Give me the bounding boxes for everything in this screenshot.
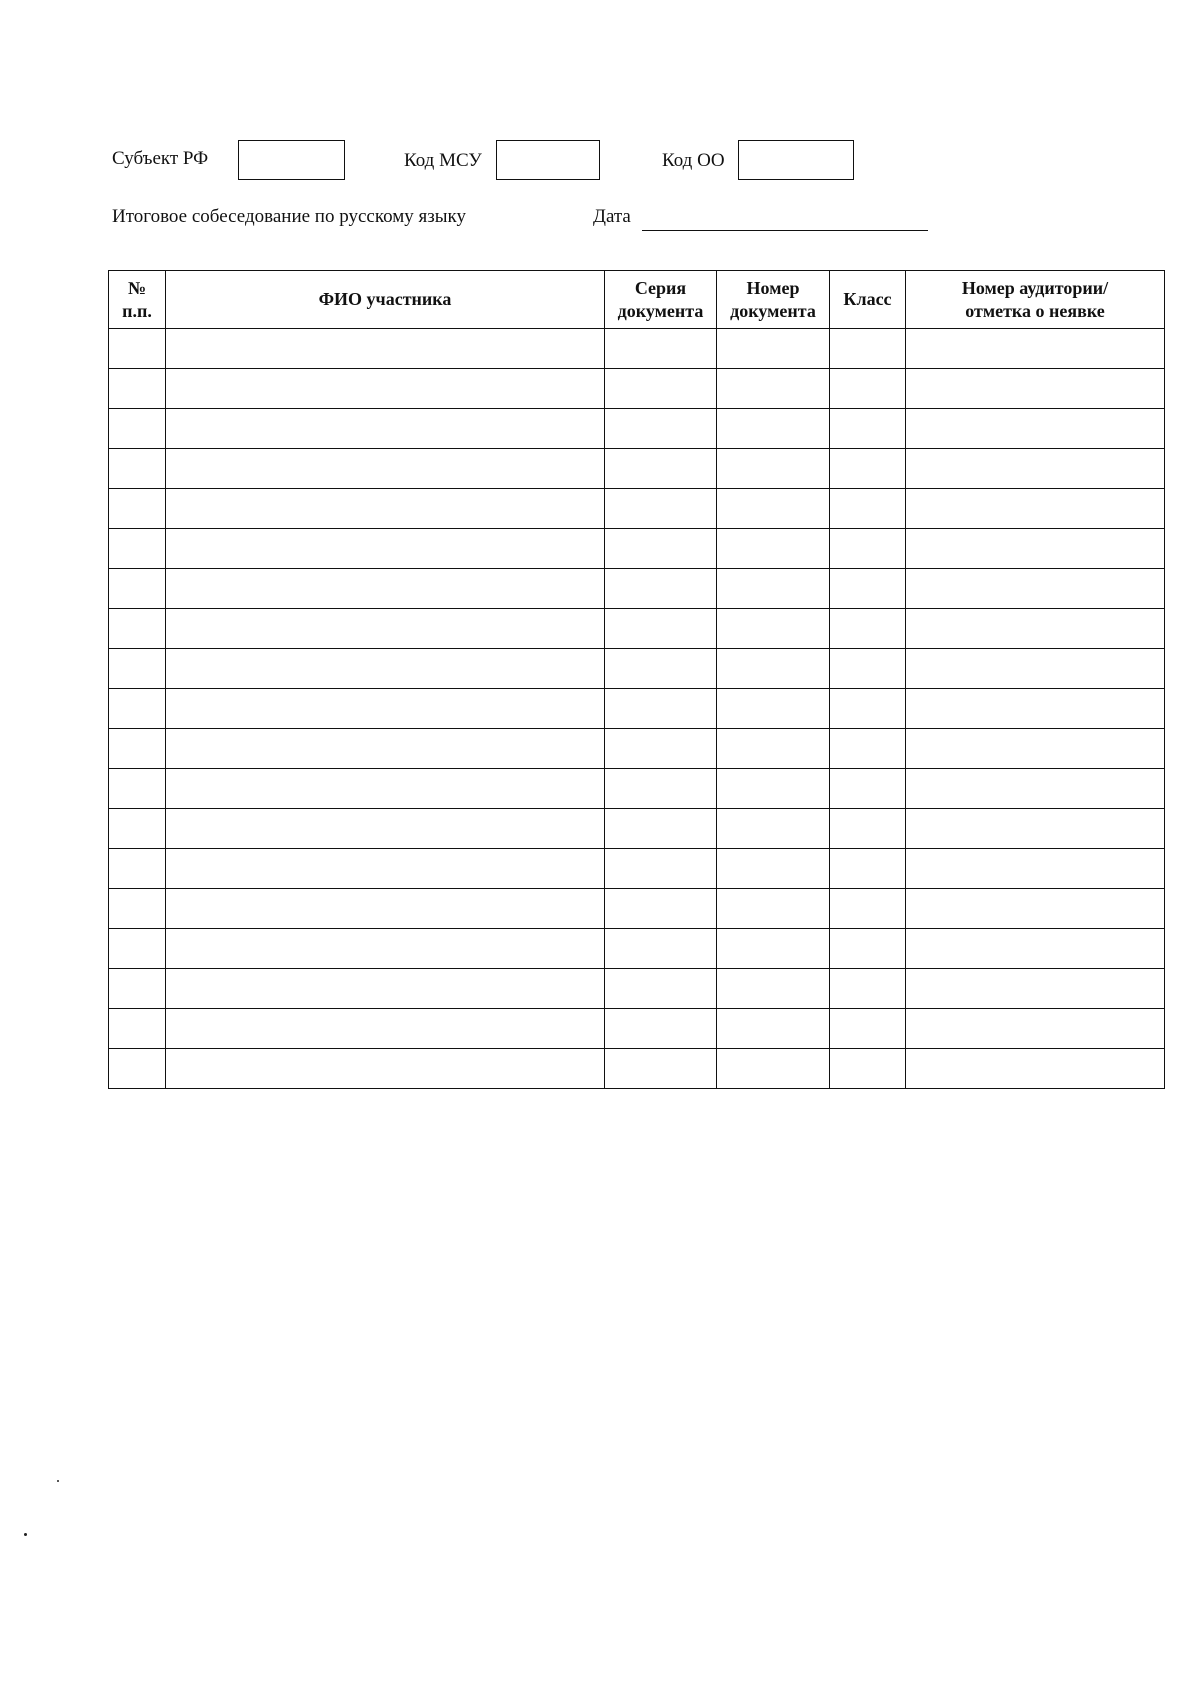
subject-code-box[interactable] (238, 140, 345, 180)
table-row (109, 769, 1165, 809)
table-row (109, 329, 1165, 369)
msu-code-label: Код МСУ (404, 150, 482, 171)
date-field-line[interactable] (642, 230, 928, 231)
cell-room-absence[interactable] (906, 689, 1165, 729)
cell-number[interactable] (109, 769, 166, 809)
cell-document-series[interactable] (605, 409, 717, 449)
cell-class[interactable] (830, 729, 906, 769)
cell-class[interactable] (830, 849, 906, 889)
cell-class[interactable] (830, 569, 906, 609)
cell-class[interactable] (830, 1009, 906, 1049)
cell-document-series[interactable] (605, 1049, 717, 1089)
cell-document-number[interactable] (717, 889, 830, 929)
cell-full-name[interactable] (166, 569, 605, 609)
cell-class[interactable] (830, 969, 906, 1009)
cell-document-number[interactable] (717, 609, 830, 649)
cell-room-absence[interactable] (906, 449, 1165, 489)
cell-document-number[interactable] (717, 489, 830, 529)
cell-room-absence[interactable] (906, 1049, 1165, 1089)
table-row (109, 809, 1165, 849)
table-row (109, 689, 1165, 729)
cell-full-name[interactable] (166, 529, 605, 569)
cell-document-number[interactable] (717, 849, 830, 889)
cell-document-number[interactable] (717, 689, 830, 729)
cell-document-series[interactable] (605, 849, 717, 889)
msu-code-box[interactable] (496, 140, 600, 180)
table-row (109, 1009, 1165, 1049)
cell-full-name[interactable] (166, 729, 605, 769)
cell-room-absence[interactable] (906, 489, 1165, 529)
cell-room-absence[interactable] (906, 569, 1165, 609)
table-row (109, 729, 1165, 769)
cell-class[interactable] (830, 449, 906, 489)
cell-number[interactable] (109, 569, 166, 609)
cell-document-number[interactable] (717, 929, 830, 969)
cell-class[interactable] (830, 769, 906, 809)
table-row (109, 849, 1165, 889)
column-header-document-series: Серия документа (605, 271, 717, 329)
cell-full-name[interactable] (166, 369, 605, 409)
cell-full-name[interactable] (166, 649, 605, 689)
cell-room-absence[interactable] (906, 329, 1165, 369)
cell-document-number[interactable] (717, 369, 830, 409)
table-row (109, 1049, 1165, 1089)
cell-class[interactable] (830, 889, 906, 929)
cell-room-absence[interactable] (906, 769, 1165, 809)
cell-full-name[interactable] (166, 689, 605, 729)
cell-full-name[interactable] (166, 409, 605, 449)
cell-document-number[interactable] (717, 969, 830, 1009)
cell-room-absence[interactable] (906, 729, 1165, 769)
table-body (109, 329, 1165, 1089)
scan-speck (57, 1480, 59, 1482)
table-row (109, 369, 1165, 409)
cell-document-series[interactable] (605, 1009, 717, 1049)
cell-class[interactable] (830, 689, 906, 729)
cell-number[interactable] (109, 609, 166, 649)
cell-number[interactable] (109, 649, 166, 689)
cell-document-series[interactable] (605, 529, 717, 569)
cell-class[interactable] (830, 329, 906, 369)
cell-number[interactable] (109, 409, 166, 449)
cell-room-absence[interactable] (906, 929, 1165, 969)
cell-room-absence[interactable] (906, 809, 1165, 849)
cell-number[interactable] (109, 369, 166, 409)
date-label: Дата (593, 206, 631, 227)
cell-full-name[interactable] (166, 1009, 605, 1049)
cell-full-name[interactable] (166, 929, 605, 969)
cell-document-number[interactable] (717, 1009, 830, 1049)
cell-document-number[interactable] (717, 649, 830, 689)
table-row (109, 889, 1165, 929)
cell-full-name[interactable] (166, 329, 605, 369)
cell-document-number[interactable] (717, 569, 830, 609)
cell-document-series[interactable] (605, 969, 717, 1009)
table-header-row (109, 271, 1165, 329)
column-header-room-absence: Номер аудитории/ отметка о неявке (906, 271, 1165, 329)
cell-document-series[interactable] (605, 369, 717, 409)
cell-full-name[interactable] (166, 809, 605, 849)
cell-class[interactable] (830, 649, 906, 689)
cell-document-series[interactable] (605, 449, 717, 489)
cell-number[interactable] (109, 889, 166, 929)
cell-room-absence[interactable] (906, 409, 1165, 449)
cell-document-series[interactable] (605, 689, 717, 729)
cell-number[interactable] (109, 849, 166, 889)
cell-class[interactable] (830, 929, 906, 969)
cell-class[interactable] (830, 489, 906, 529)
column-header-number: № п.п. (109, 271, 166, 329)
cell-room-absence[interactable] (906, 1009, 1165, 1049)
oo-code-label: Код ОО (662, 150, 725, 171)
cell-class[interactable] (830, 1049, 906, 1089)
cell-number[interactable] (109, 329, 166, 369)
table-row (109, 529, 1165, 569)
cell-room-absence[interactable] (906, 849, 1165, 889)
cell-document-series[interactable] (605, 929, 717, 969)
cell-document-number[interactable] (717, 529, 830, 569)
cell-document-number[interactable] (717, 729, 830, 769)
table-row (109, 969, 1165, 1009)
cell-number[interactable] (109, 929, 166, 969)
cell-class[interactable] (830, 529, 906, 569)
cell-room-absence[interactable] (906, 649, 1165, 689)
cell-document-series[interactable] (605, 649, 717, 689)
table-row (109, 409, 1165, 449)
table-row (109, 569, 1165, 609)
cell-number[interactable] (109, 809, 166, 849)
exam-title: Итоговое собеседование по русскому языку (112, 206, 466, 227)
cell-document-number[interactable] (717, 409, 830, 449)
cell-number[interactable] (109, 729, 166, 769)
cell-room-absence[interactable] (906, 529, 1165, 569)
cell-document-series[interactable] (605, 769, 717, 809)
cell-document-number[interactable] (717, 1049, 830, 1089)
cell-full-name[interactable] (166, 849, 605, 889)
cell-document-number[interactable] (717, 769, 830, 809)
cell-room-absence[interactable] (906, 369, 1165, 409)
cell-full-name[interactable] (166, 889, 605, 929)
cell-document-series[interactable] (605, 809, 717, 849)
column-header-document-number: Номер документа (717, 271, 830, 329)
cell-document-series[interactable] (605, 609, 717, 649)
column-header-class: Класс (830, 271, 906, 329)
cell-room-absence[interactable] (906, 889, 1165, 929)
column-header-full-name: ФИО участника (166, 271, 605, 329)
cell-full-name[interactable] (166, 449, 605, 489)
table-row (109, 609, 1165, 649)
cell-number[interactable] (109, 489, 166, 529)
cell-number[interactable] (109, 969, 166, 1009)
cell-room-absence[interactable] (906, 609, 1165, 649)
table-row (109, 929, 1165, 969)
cell-number[interactable] (109, 689, 166, 729)
cell-document-series[interactable] (605, 489, 717, 529)
cell-full-name[interactable] (166, 609, 605, 649)
cell-document-number[interactable] (717, 329, 830, 369)
cell-class[interactable] (830, 369, 906, 409)
cell-full-name[interactable] (166, 1049, 605, 1089)
cell-number[interactable] (109, 1049, 166, 1089)
cell-full-name[interactable] (166, 489, 605, 529)
cell-class[interactable] (830, 609, 906, 649)
cell-class[interactable] (830, 409, 906, 449)
cell-class[interactable] (830, 809, 906, 849)
cell-document-series[interactable] (605, 729, 717, 769)
cell-number[interactable] (109, 1009, 166, 1049)
cell-document-number[interactable] (717, 449, 830, 489)
cell-number[interactable] (109, 449, 166, 489)
participants-table (108, 270, 1165, 1089)
cell-document-series[interactable] (605, 329, 717, 369)
scan-speck (24, 1533, 27, 1536)
cell-full-name[interactable] (166, 769, 605, 809)
table-row (109, 489, 1165, 529)
subject-label: Субъект РФ (112, 148, 209, 169)
cell-full-name[interactable] (166, 969, 605, 1009)
cell-document-number[interactable] (717, 809, 830, 849)
table-row (109, 649, 1165, 689)
cell-number[interactable] (109, 529, 166, 569)
oo-code-box[interactable] (738, 140, 854, 180)
cell-document-series[interactable] (605, 569, 717, 609)
cell-document-series[interactable] (605, 889, 717, 929)
table-row (109, 449, 1165, 489)
cell-room-absence[interactable] (906, 969, 1165, 1009)
